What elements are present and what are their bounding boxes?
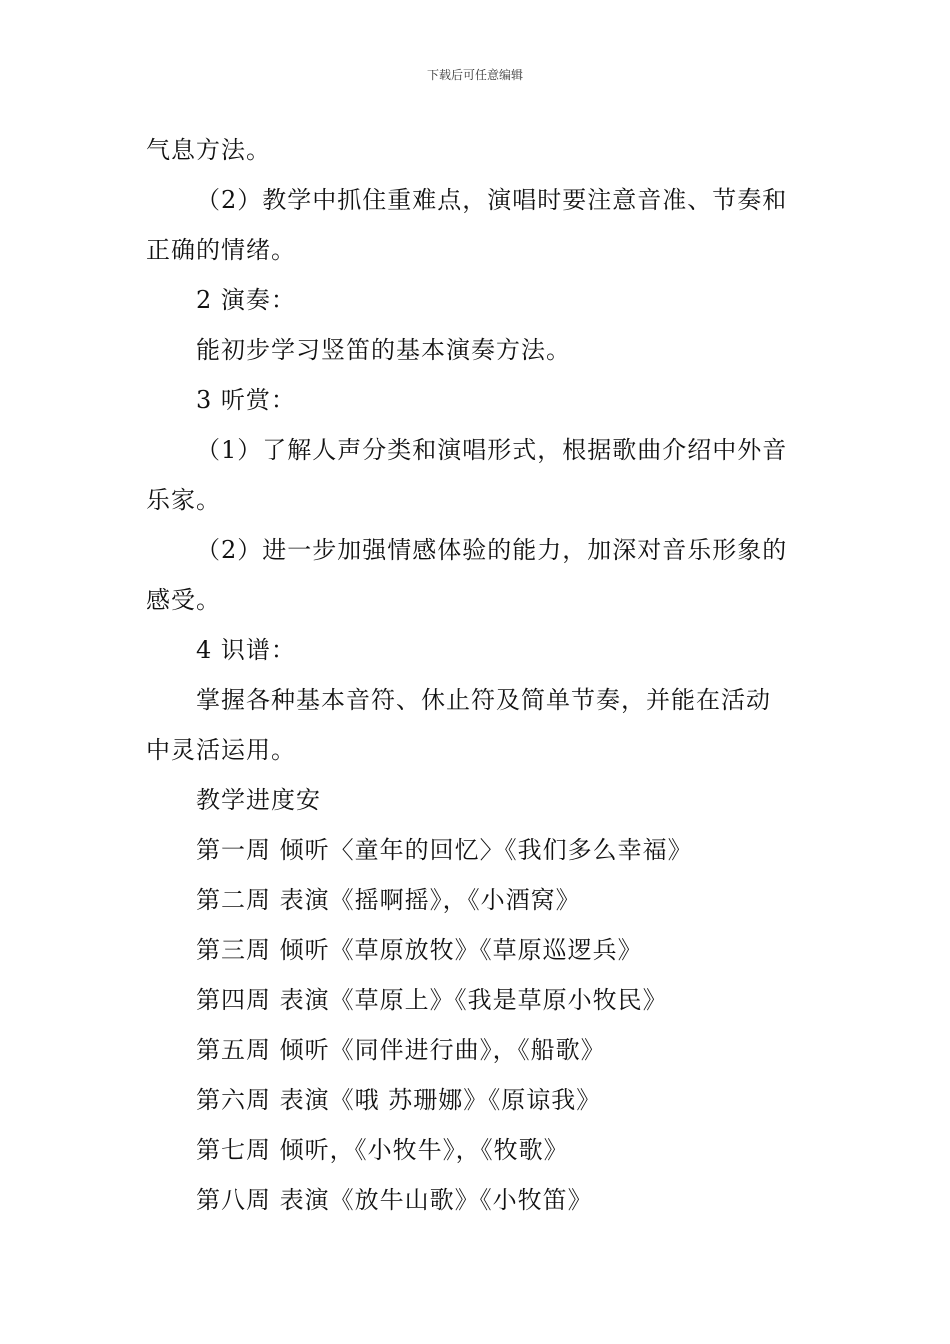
section-heading: 4 识谱： bbox=[196, 636, 296, 664]
text-line: （2）进一步加强情感体验的能力，加深对音乐形象的 bbox=[196, 536, 788, 564]
text-line: 气息方法。 bbox=[146, 136, 271, 164]
text-line: （2）教学中抓住重难点，演唱时要注意音准、节奏和 bbox=[196, 186, 788, 214]
text-line: 感受。 bbox=[146, 586, 221, 614]
text-line: 乐家。 bbox=[146, 486, 221, 514]
text-line: 掌握各种基本音符、休止符及简单节奏，并能在活动 bbox=[196, 686, 771, 714]
schedule-line: 第三周 倾听《草原放牧》《草原巡逻兵》 bbox=[196, 936, 643, 964]
schedule-line: 第八周 表演《放牛山歌》《小牧笛》 bbox=[196, 1186, 593, 1214]
schedule-line: 第四周 表演《草原上》《我是草原小牧民》 bbox=[196, 986, 668, 1014]
document-body bbox=[146, 125, 806, 1225]
schedule-line: 第六周 表演《哦 苏珊娜》《原谅我》 bbox=[196, 1086, 602, 1114]
section-heading: 2 演奏： bbox=[196, 286, 296, 314]
text-line: 中灵活运用。 bbox=[146, 736, 296, 764]
schedule-line: 第二周 表演《摇啊摇》，《小酒窝》 bbox=[196, 886, 581, 914]
schedule-line: 第七周 倾听，《小牧牛》，《牧歌》 bbox=[196, 1136, 569, 1164]
schedule-line: 第一周 倾听〈童年的回忆〉《我们多么幸福》 bbox=[196, 836, 693, 864]
page-header-note: 下载后可任意编辑 bbox=[426, 68, 523, 82]
section-heading: 教学进度安 bbox=[196, 786, 321, 814]
schedule-line: 第五周 倾听《同伴进行曲》，《船歌》 bbox=[196, 1036, 606, 1064]
text-line: 能初步学习竖笛的基本演奏方法。 bbox=[196, 336, 571, 364]
text-line: 正确的情绪。 bbox=[146, 236, 296, 264]
text-line: （1）了解人声分类和演唱形式，根据歌曲介绍中外音 bbox=[196, 436, 788, 464]
section-heading: 3 听赏： bbox=[196, 386, 296, 414]
